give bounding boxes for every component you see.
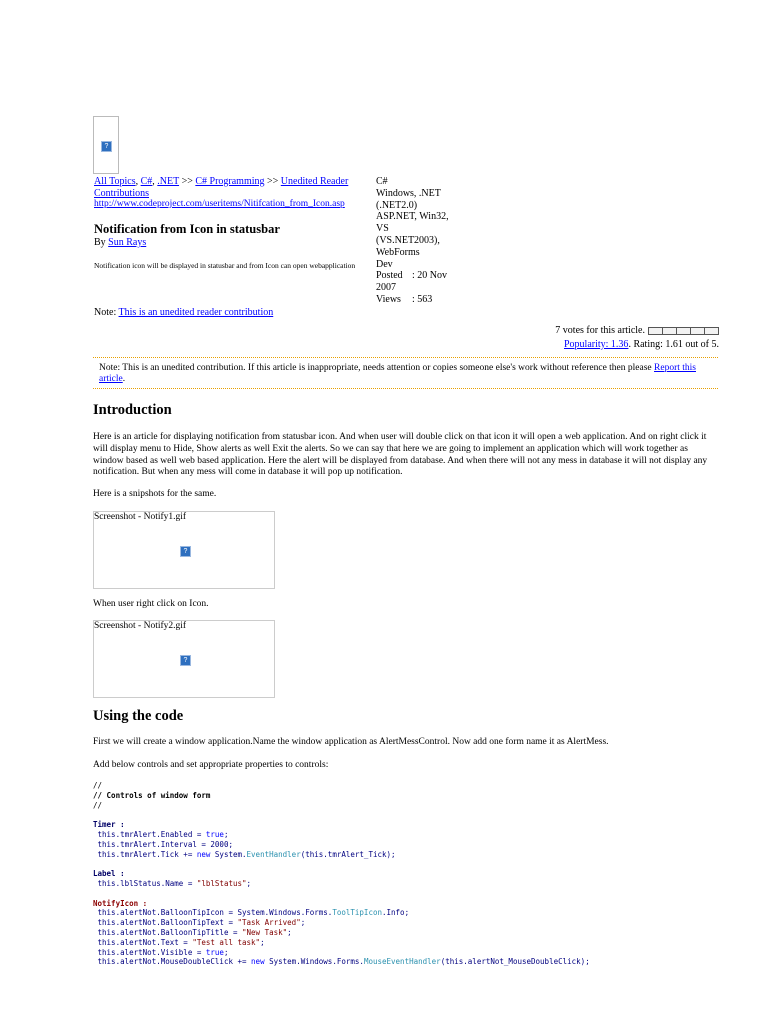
using-paragraph-1: First we will create a window application.Name the window application as AlertMessControl. Now add one form name it as AlertMess. bbox=[93, 737, 609, 747]
code-block: // // Controls of window form // Timer : this.tmrAlert.Enabled = true; this.tmrAlert.Interval = 2000; this.tmrAlert.Tick += new System.EventHandler(this.tmrAlert_Tick); Label : this.lblStatus.Name = "lblStatus"; NotifyIcon : this.alertNot.BalloonTipIcon = System.Windows.Forms.ToolTipIcon.Info; this.alertNot.BalloonTipText = "Task Arrived"; this.alertNot.BalloonTipTitle = "New Task"; this.alertNot.Text = "Test all task"; this.alertNot.Visible = true; this.alertNot.MouseDoubleClick += new System.Windows.Forms.MouseEventHandler(this.alertNot_MouseDoubleClick); bbox=[93, 781, 590, 967]
notice-content: Note: This is an unedited contribution. If this article is inappropriate, needs attention or copies someone else's work without reference then please Report this article. bbox=[99, 363, 696, 384]
popularity-link[interactable]: Popularity: 1.36 bbox=[563, 339, 629, 350]
screenshot-notify2 bbox=[93, 620, 275, 698]
views-label: Views bbox=[376, 293, 401, 305]
article-title: Notification from Icon in statusbar bbox=[94, 222, 280, 236]
rating-star[interactable] bbox=[691, 328, 705, 334]
rating-star[interactable] bbox=[649, 328, 663, 334]
breadcrumb-all-topics[interactable]: All Topics bbox=[94, 176, 136, 187]
using-code-heading: Using the code bbox=[93, 708, 184, 724]
unedited-notice-box bbox=[93, 357, 718, 389]
article-description: Notification icon will be displayed in statusbar and from Icon can open webapplication bbox=[94, 261, 356, 270]
site-logo bbox=[93, 116, 119, 174]
rating-star[interactable] bbox=[705, 328, 718, 334]
article-url-link[interactable]: http://www.codeproject.com/useritems/Nitifcation_from_Icon.asp bbox=[94, 199, 345, 209]
meta-posted bbox=[376, 270, 476, 282]
breadcrumb-separator: >> bbox=[267, 176, 279, 187]
broken-image-icon: ? bbox=[101, 141, 112, 152]
article-meta bbox=[376, 176, 476, 306]
screenshot-caption: Screenshot - Notify1.gif bbox=[94, 512, 187, 522]
breadcrumb-csharp[interactable]: C# bbox=[140, 176, 153, 187]
notice-text: Note: This is an unedited contribution. If this article is inappropriate, needs attention or copies someone else's work without reference then please bbox=[99, 363, 652, 373]
breadcrumb-dotnet[interactable]: .NET bbox=[157, 176, 180, 187]
breadcrumb-unedited-contributions[interactable]: Unedited Reader Contributions bbox=[94, 176, 349, 199]
posted-value: : 20 Nov bbox=[412, 270, 447, 282]
rating-star[interactable] bbox=[677, 328, 691, 334]
intro-paragraph: Here is an article for displaying notification from statusbar icon. And when user will double click on that icon it will open a web application. And on right click it will display menu to Hide, Show alerts as well Exit the alerts. So we can say that here we are going to implement an application which will work together as window based as well web based application. Here the alert will be displayed from database. And when there will not any mess in database it will not display any notification. But when any mess will come in database it will pop up notification. bbox=[93, 432, 708, 478]
right-click-paragraph: When user right click on Icon. bbox=[93, 599, 209, 609]
code-label-label: Label : bbox=[93, 869, 125, 879]
meta-line: Windows, .NET bbox=[376, 187, 441, 199]
using-paragraph-2: Add below controls and set appropriate properties to controls: bbox=[93, 760, 329, 770]
votes-text: 7 votes for this article. bbox=[555, 325, 645, 336]
breadcrumb-csharp-programming[interactable]: C# Programming bbox=[195, 176, 265, 187]
screenshot-caption: Screenshot - Notify2.gif bbox=[94, 621, 187, 631]
screenshot-notify1 bbox=[93, 511, 275, 589]
meta-views bbox=[376, 294, 476, 306]
meta-line: (.NET2.0) bbox=[376, 199, 418, 211]
popularity-row bbox=[564, 339, 719, 350]
meta-line: C# bbox=[376, 176, 388, 187]
votes-row bbox=[555, 325, 719, 336]
broken-image-icon: ? bbox=[180, 546, 191, 557]
byline bbox=[94, 237, 146, 248]
meta-line: VS bbox=[376, 223, 389, 235]
snapshots-paragraph: Here is a snipshots for the same. bbox=[93, 489, 217, 499]
broken-image-icon: ? bbox=[180, 655, 191, 666]
code-label-notifyicon: NotifyIcon : bbox=[93, 898, 148, 908]
breadcrumb: All Topics, C#, .NET >> C# Programming >> Unedited Reader Contributions bbox=[94, 176, 349, 199]
introduction-heading: Introduction bbox=[93, 402, 172, 418]
rating-star[interactable] bbox=[663, 328, 677, 334]
unedited-note-link[interactable]: This is an unedited reader contribution bbox=[118, 307, 274, 318]
code-label-timer: Timer : bbox=[93, 820, 125, 830]
by-label: By bbox=[94, 237, 106, 248]
views-value: : 563 bbox=[412, 293, 433, 305]
breadcrumb-separator: >> bbox=[181, 176, 193, 187]
rating-text: . Rating: 1.61 out of 5. bbox=[628, 339, 719, 350]
meta-line: ASP.NET, Win32, bbox=[376, 211, 449, 223]
article-url bbox=[94, 199, 376, 209]
author-link[interactable]: Sun Rays bbox=[108, 237, 147, 248]
posted-year: 2007 bbox=[376, 282, 396, 294]
unedited-note bbox=[94, 307, 273, 318]
report-article-link[interactable]: Report this article bbox=[99, 363, 696, 384]
rating-bar[interactable] bbox=[648, 327, 719, 335]
posted-label: Posted bbox=[376, 270, 403, 282]
meta-line: WebForms bbox=[376, 246, 420, 258]
meta-line: Dev bbox=[376, 258, 393, 270]
meta-line: (VS.NET2003), bbox=[376, 234, 440, 246]
note-label: Note: bbox=[94, 307, 117, 318]
